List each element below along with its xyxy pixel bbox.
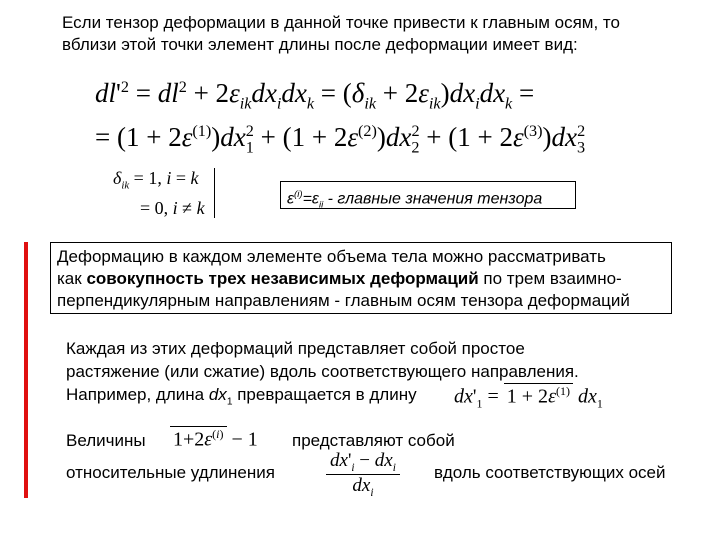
kronecker-delta-line-2: = 0, i ≠ k xyxy=(140,198,205,218)
epsilon-subscript: ii xyxy=(318,199,324,211)
paragraph-line-1: Каждая из этих деформаций представляет собой простое xyxy=(66,339,525,358)
deformation-line-2 xyxy=(57,268,665,290)
deformation-box xyxy=(50,242,672,314)
label-along: вдоль соответствующих осей xyxy=(434,463,666,482)
equation-line-2: = $(1 + 2\varepsilon^{(1)})dx_1^2 + (1 + 2\varepsilon^{(2)})dx_2^2 + (1 + 2\varepsilon^{(3)})dx_3^2$ xyxy=(95,122,586,157)
epsilon-symbol: ε xyxy=(287,190,295,208)
dx-variable: dx xyxy=(208,385,227,404)
label-values: Величины xyxy=(66,431,146,450)
deformation-line-3: перпендикулярным направлениям - главным осям тензора деформаций xyxy=(57,291,630,310)
epsilon-superscript: (i) xyxy=(294,189,303,200)
paragraph-line-3-end: превращается в длину xyxy=(232,385,417,404)
deformation-emphasis: совокупность трех независимых деформаций xyxy=(86,269,479,288)
sqrt-formula: $1+2\varepsilon^{(i)} - 1$ xyxy=(170,426,258,452)
deformation-line-2-start: как xyxy=(57,269,87,288)
kronecker-delta-line-1: $\delta_{ik} = 1$, i = k xyxy=(113,168,199,192)
principal-values-box xyxy=(280,181,576,209)
intro-line-1: Если тензор деформации в данной точке привести к главным осям, то xyxy=(62,13,620,32)
equation-line-1: $dl'^2 = dl^2 + 2\varepsilon_{ik}dx_idx_k = (\delta_{ik} + 2\varepsilon_{ik})dx_idx_k$ = xyxy=(95,78,535,113)
accent-bar xyxy=(24,242,28,498)
delta-bracket xyxy=(214,168,215,218)
label-represent: представляют собой xyxy=(292,431,455,450)
paragraph-line-3-start: Например, длина xyxy=(66,385,209,404)
ratio-formula: $\frac{dx'_i - dx_i}{dx_i}$ xyxy=(326,450,400,499)
deformation-line-1: Деформацию в каждом элементе объема тела можно рассматривать xyxy=(57,247,606,266)
equals-epsilon: =ε xyxy=(302,190,319,208)
paragraph-line-2: растяжение (или сжатие) вдоль соответствующего направления. xyxy=(66,362,579,381)
length-formula: $dx'_1 = 1 + 2\varepsilon^{(1)}$ $dx_1$ xyxy=(454,384,603,411)
intro-line-2: вблизи этой точки элемент длины после деформации имеет вид: xyxy=(62,35,578,54)
paragraph-line-3 xyxy=(66,384,417,413)
deformation-line-2-end: по трем взаимно- xyxy=(478,269,622,288)
label-relative: относительные удлинения xyxy=(66,463,275,482)
dx-subscript: 1 xyxy=(226,396,233,408)
principal-values-caption: - главные значения тензора xyxy=(323,190,543,208)
